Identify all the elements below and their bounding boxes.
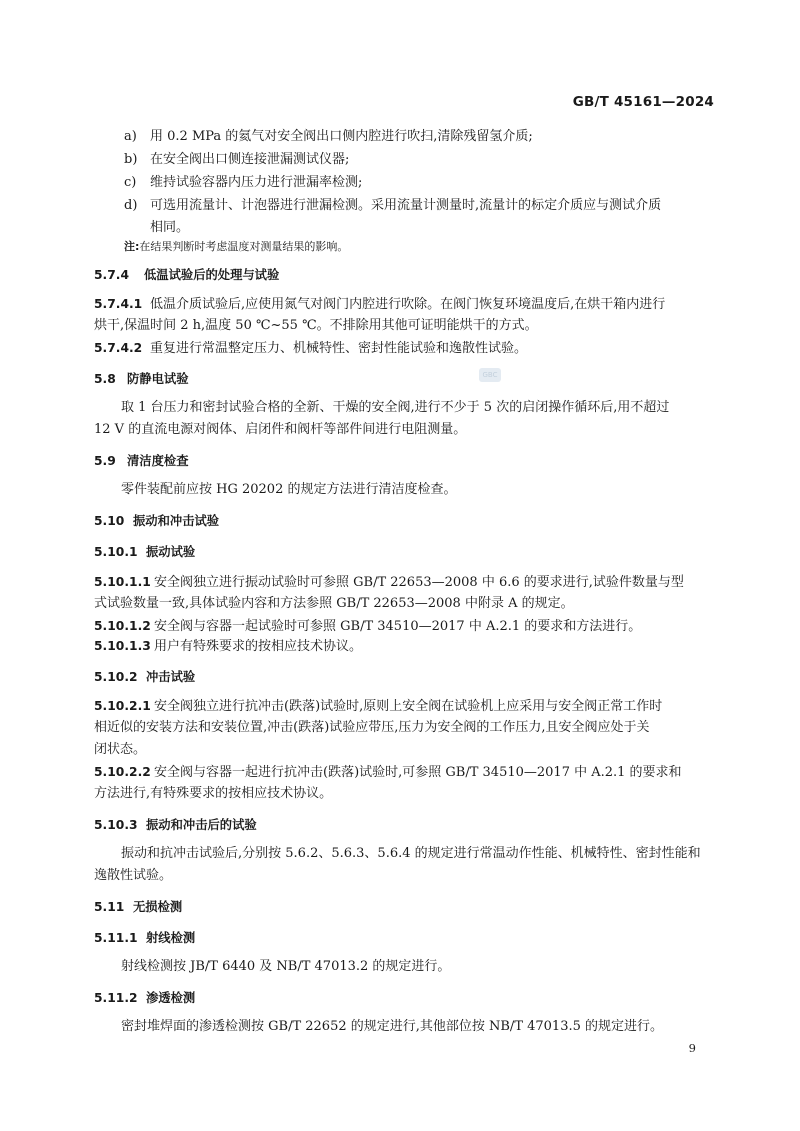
paragraph-cont: 12 V 的直流电源对阀体、启闭件和阀杆等部件间进行电阻测量。 [94, 422, 467, 437]
clause-5-10-2-2-cont: 方法进行,有特殊要求的按相应技术协议。 [94, 786, 333, 801]
heading-5-10-2 [94, 668, 195, 686]
list-text: 用 0.2 MPa 的氦气对安全阀出口侧内腔进行吹扫,清除残留氢介质; [150, 129, 533, 144]
heading-5-10-1 [94, 543, 195, 561]
paragraph: 射线检测按 JB/T 6440 及 NB/T 47013.2 的规定进行。 [121, 959, 451, 974]
list-item-c [124, 174, 362, 192]
clause-text: 安全阀与容器一起进行抗冲击(跌落)试验时,可参照 GB/T 34510—2017 中 A.2.1 的要求和 [154, 765, 682, 780]
section-number: 5.10.3 [94, 818, 138, 832]
section-number: 5.9 [94, 454, 116, 468]
clause-number: 5.10.2.2 [94, 765, 151, 779]
section-title: 低温试验后的处理与试验 [144, 268, 280, 282]
section-title: 清洁度检查 [127, 454, 189, 468]
list-label: d) [124, 198, 138, 213]
note-label: 注: [124, 240, 140, 253]
section-number: 5.11.2 [94, 991, 138, 1005]
note-text: 在结果判断时考虑温度对测量结果的影响。 [139, 240, 349, 253]
clause-text: 重复进行常温整定压力、机械特性、密封性能试验和逸散性试验。 [150, 341, 528, 356]
clause-5-10-2-1 [94, 697, 662, 716]
list-item-d-cont: 相同。 [150, 220, 190, 235]
paragraph: 密封堆焊面的渗透检测按 GB/T 22652 的规定进行,其他部位按 NB/T 47013.5 的规定进行。 [121, 1019, 664, 1034]
list-item-a [124, 128, 533, 146]
list-label: c) [124, 175, 137, 190]
clause-text: 用户有特殊要求的按相应技术协议。 [154, 639, 363, 654]
clause-5-10-2-1-cont: 闭状态。 [94, 742, 147, 757]
clause-5-10-1-1-cont: 式试验数量一致,具体试验内容和方法参照 GB/T 22653—2008 中附录 A 的规定。 [94, 596, 574, 611]
section-title: 无损检测 [133, 900, 183, 914]
heading-5-11-2 [94, 989, 195, 1007]
heading-5-11-1 [94, 929, 195, 947]
section-title: 射线检测 [146, 931, 196, 945]
clause-5-7-4-1 [94, 295, 665, 314]
section-number: 5.11 [94, 900, 125, 914]
section-title: 振动和冲击后的试验 [146, 818, 257, 832]
clause-5-10-2-2 [94, 763, 682, 782]
list-text: 可选用流量计、计泡器进行泄漏检测。采用流量计测量时,流量计的标定介质应与测试介质 [150, 198, 662, 213]
clause-5-10-1-2 [94, 617, 641, 636]
clause-text: 安全阀独立进行振动试验时可参照 GB/T 22653—2008 中 6.6 的要求进行,试验件数量与型 [154, 575, 684, 590]
section-number: 5.10.1 [94, 545, 138, 559]
paragraph: 零件装配前应按 HG 20202 的规定方法进行清洁度检查。 [121, 482, 457, 497]
clause-text: 安全阀独立进行抗冲击(跌落)试验时,原则上安全阀在试验机上应采用与安全阀正常工作时 [154, 699, 663, 714]
section-title: 渗透检测 [146, 991, 196, 1005]
section-number: 5.7.4 [94, 268, 130, 282]
list-item-d [124, 197, 661, 215]
note [124, 238, 348, 256]
list-item-b [124, 151, 349, 169]
list-label: a) [124, 129, 137, 144]
section-number: 5.11.1 [94, 931, 138, 945]
heading-5-10-3 [94, 816, 257, 834]
section-title: 振动和冲击试验 [133, 514, 220, 528]
heading-5-11 [94, 898, 182, 916]
paragraph-cont: 逸散性试验。 [94, 868, 173, 883]
watermark-logo: GBC [479, 368, 501, 382]
clause-number: 5.10.2.1 [94, 699, 151, 713]
clause-5-10-1-3 [94, 637, 362, 656]
section-number: 5.10 [94, 514, 125, 528]
list-label: b) [124, 152, 138, 167]
heading-5-8 [94, 370, 189, 388]
list-text: 在安全阀出口侧连接泄漏测试仪器; [150, 152, 350, 167]
clause-number: 5.7.4.1 [94, 297, 143, 311]
page-number: 9 [688, 1041, 696, 1055]
section-title: 冲击试验 [146, 670, 196, 684]
heading-5-9 [94, 452, 189, 470]
paragraph: 取 1 台压力和密封试验合格的全新、干燥的安全阀,进行不少于 5 次的启闭操作循环后,用不超过 [121, 400, 670, 415]
clause-5-10-2-1-cont: 相近似的安装方法和安装位置,冲击(跌落)试验应带压,压力为安全阀的工作压力,且安全阀应处于关 [94, 720, 650, 735]
clause-number: 5.7.4.2 [94, 341, 143, 355]
standard-number: GB/T 45161—2024 [572, 94, 714, 110]
list-text: 维持试验容器内压力进行泄漏率检测; [150, 175, 363, 190]
clause-5-10-1-1 [94, 573, 684, 592]
clause-number: 5.10.1.1 [94, 575, 151, 589]
clause-number: 5.10.1.3 [94, 639, 151, 653]
clause-number: 5.10.1.2 [94, 619, 151, 633]
section-number: 5.10.2 [94, 670, 138, 684]
section-title: 振动试验 [146, 545, 196, 559]
heading-5-10 [94, 512, 219, 530]
section-title: 防静电试验 [127, 372, 189, 386]
clause-text: 安全阀与容器一起试验时可参照 GB/T 34510—2017 中 A.2.1 的要求和方法进行。 [154, 619, 642, 634]
clause-text: 低温介质试验后,应使用氮气对阀门内腔进行吹除。在阀门恢复环境温度后,在烘干箱内进行 [150, 297, 666, 312]
clause-5-7-4-1-cont: 烘干,保温时间 2 h,温度 50 ℃~55 ℃。不排除用其他可证明能烘干的方式。 [94, 318, 538, 333]
clause-5-7-4-2 [94, 339, 527, 358]
section-number: 5.8 [94, 372, 116, 386]
paragraph: 振动和抗冲击试验后,分别按 5.6.2、5.6.3、5.6.4 的规定进行常温动作性能、机械特性、密封性能和 [121, 846, 701, 861]
heading-5-7-4 [94, 266, 279, 284]
